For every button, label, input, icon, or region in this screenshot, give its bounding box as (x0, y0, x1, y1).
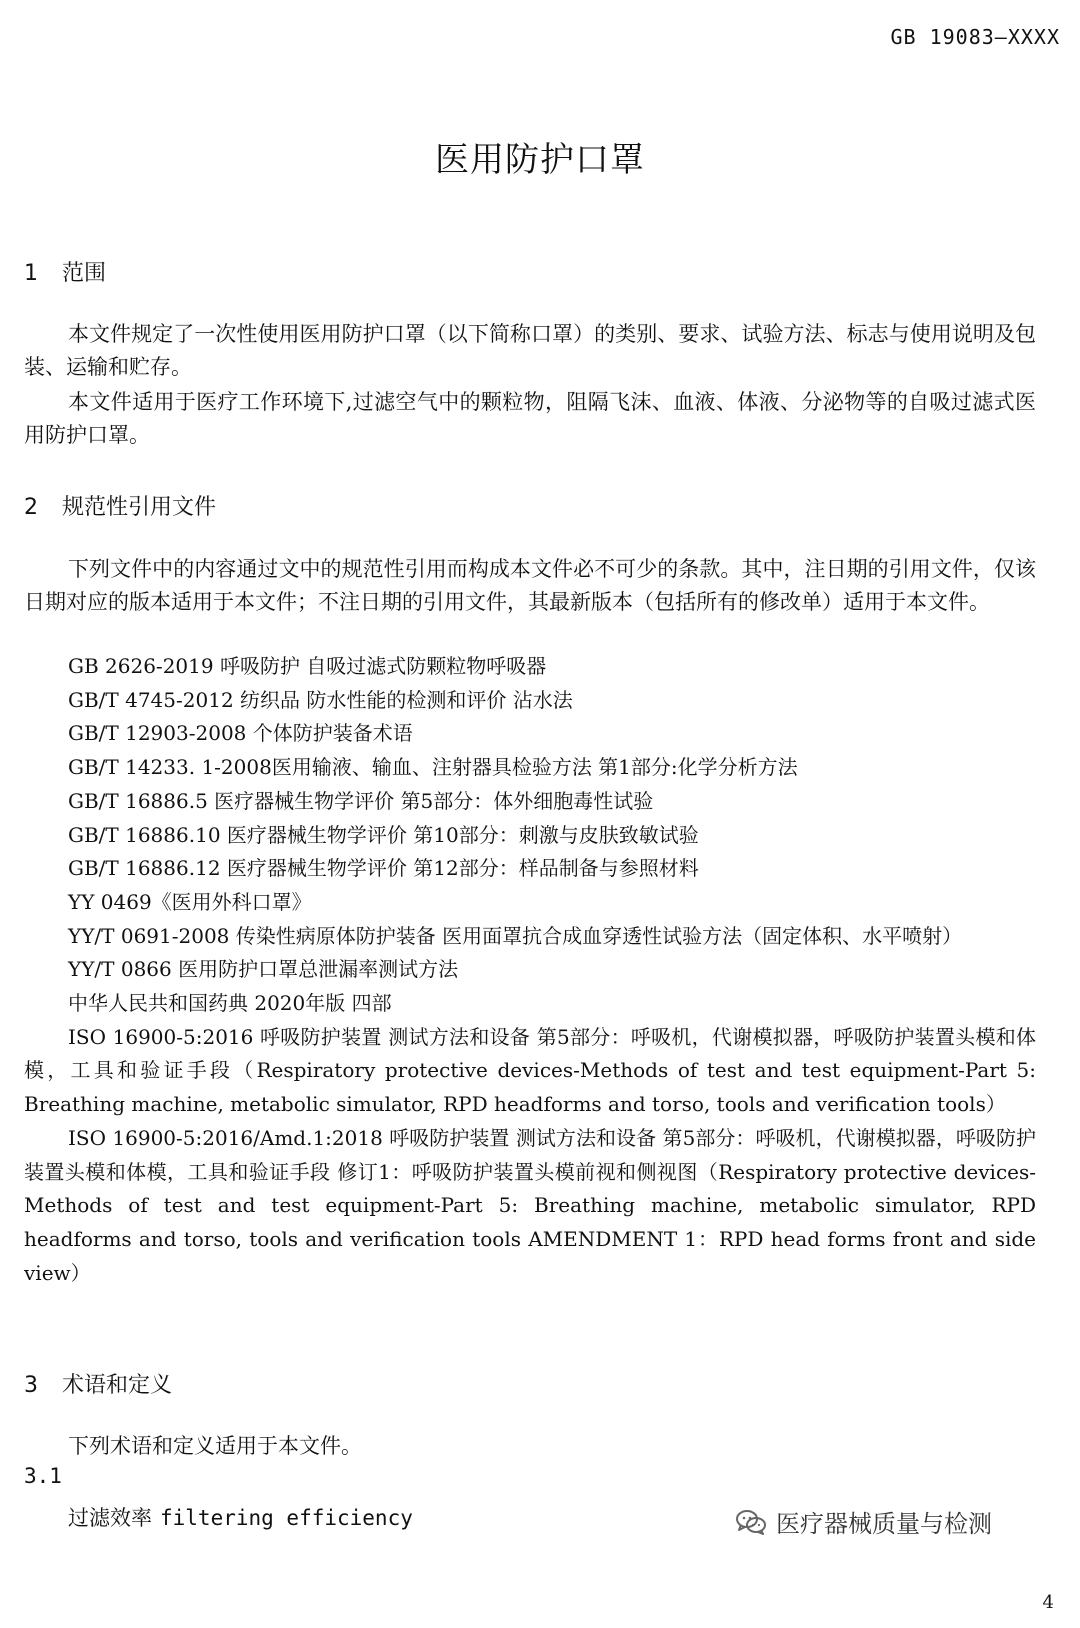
section-heading-references (24, 490, 216, 521)
scope-paragraph: 本文件适用于医疗工作环境下,过滤空气中的颗粒物，阻隔飞沫、血液、体液、分泌物等的自吸过滤式医用防护口罩。 (24, 390, 1036, 447)
document-title: 医用防护口罩 (435, 140, 645, 180)
watermark-text: 医疗器械质量与检测 (776, 1510, 992, 1538)
reference-item: GB/T 16886.10 医疗器械生物学评价 第10部分：刺激与皮肤致敏试验 (68, 822, 699, 847)
reference-item: YY/T 0691-2008 传染性病原体防护装备 医用面罩抗合成血穿透性试验方法（固定体积、水平喷射） (68, 923, 963, 948)
section-heading-scope (24, 256, 106, 287)
section-number: 1 (24, 261, 38, 286)
references-intro: 下列文件中的内容通过文中的规范性引用而构成本文件必不可少的条款。其中，注日期的引用文件，仅该日期对应的版本适用于本文件；不注日期的引用文件，其最新版本（包括所有的修改单）适用于本文件。 (24, 557, 1036, 614)
reference-item: GB/T 16886.12 医疗器械生物学评价 第12部分：样品制备与参照材料 (68, 856, 699, 881)
section-number: 3 (24, 1373, 38, 1398)
reference-item: GB/T 12903-2008 个体防护装备术语 (68, 721, 413, 746)
reference-item: YY 0469《医用外科口罩》 (68, 889, 312, 914)
reference-item: GB 2626-2019 呼吸防护 自吸过滤式防颗粒物呼吸器 (68, 654, 547, 678)
section-title: 范围 (62, 261, 107, 286)
reference-list (24, 650, 1036, 1290)
section-number: 2 (24, 495, 38, 520)
reference-item: GB/T 14233. 1-2008医用输液、输血、注射器具检验方法 第1部分:化学分析方法 (68, 755, 798, 780)
terms-intro: 下列术语和定义适用于本文件。 (68, 1434, 362, 1458)
term-english: filtering efficiency (160, 1506, 413, 1530)
document-number: GB 19083—XXXX (890, 25, 1060, 49)
scope-paragraph: 本文件规定了一次性使用医用防护口罩（以下简称口罩）的类别、要求、试验方法、标志与使用说明及包装、运输和贮存。 (24, 322, 1036, 379)
term-chinese: 过滤效率 (68, 1506, 152, 1530)
page-number: 4 (1042, 1592, 1054, 1613)
header-divider (0, 62, 1080, 63)
section-title: 术语和定义 (62, 1373, 173, 1398)
watermark (734, 1504, 992, 1539)
reference-item: YY/T 0866 医用防护口罩总泄漏率测试方法 (68, 957, 459, 982)
reference-item: GB/T 4745-2012 纺织品 防水性能的检测和评价 沾水法 (68, 687, 573, 712)
reference-item: GB/T 16886.5 医疗器械生物学评价 第5部分：体外细胞毒性试验 (68, 788, 654, 813)
clause-number: 3.1 (24, 1464, 62, 1488)
section-heading-terms (24, 1368, 172, 1399)
reference-item: 中华人民共和国药典 2020年版 四部 (68, 991, 392, 1016)
section-title: 规范性引用文件 (62, 495, 217, 520)
reference-item: ISO 16900-5:2016/Amd.1:2018 呼吸防护装置 测试方法和设备 第5部分：呼吸机，代谢模拟器，呼吸防护装置头模和体模，工具和验证手段 修订1：呼吸防护装置头模前视和侧视图（Respiratory protective devices-Methods of test and test equipment-Part 5: Breathing machine, metabolic simulator, RPD headforms and torso, tools and verification tools AMENDMENT 1：RPD head forms front and side view） (24, 1125, 1036, 1285)
term-entry (68, 1502, 413, 1532)
reference-item: ISO 16900-5:2016 呼吸防护装置 测试方法和设备 第5部分：呼吸机，代谢模拟器，呼吸防护装置头模和体模，工具和验证手段（Respiratory protective devices-Methods of test and test equipment-Part 5: Breathing machine, metabolic simulator, RPD headforms and torso, tools and verification tools） (24, 1024, 1036, 1117)
wechat-icon (734, 1507, 768, 1537)
